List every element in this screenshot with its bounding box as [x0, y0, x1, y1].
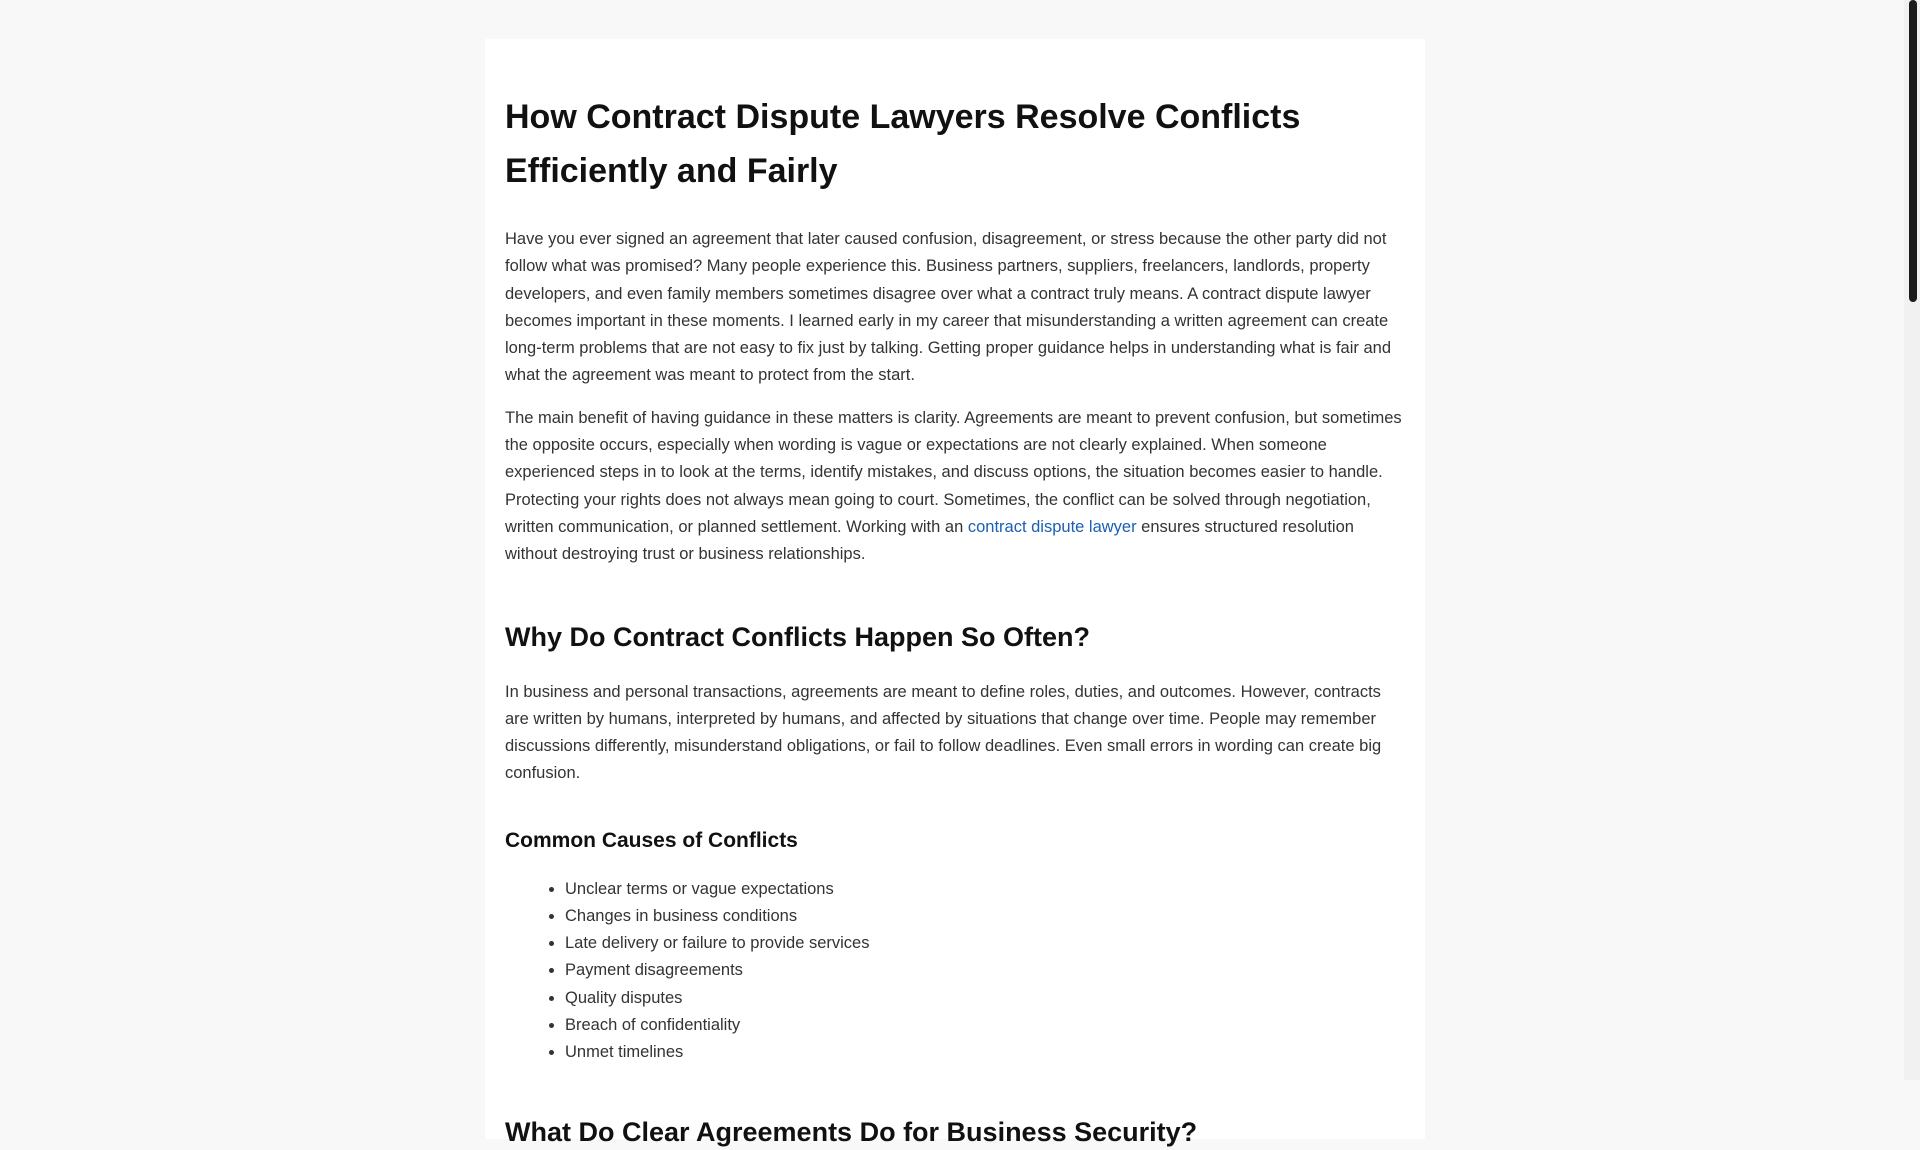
list-item: • Unclear terms or vague expectations: [565, 876, 1405, 903]
article-title: How Contract Dispute Lawyers Resolve Conflicts Efficiently and Fairly: [505, 98, 1301, 190]
page-scrollbar[interactable]: [1904, 0, 1920, 1080]
list-item: • Changes in business conditions: [565, 903, 1405, 930]
list-item: • Quality disputes: [565, 985, 1405, 1012]
list-item: • Payment disagreements: [565, 957, 1405, 984]
benefit-paragraph-text-before: The main benefit of having guidance in these matters is clarity. Agreements are meant to prevent confusion, but sometimes the opposite occurs, especially when wording is vague or expectations are not clearly explained. When someone experienced steps in to look at the terms, identify mistakes, and discuss options, the situation becomes easier to handle. Protecting your rights does not always mean going to court. Sometimes, the conflict can be solved through negotiation, written communication, or planned settlement. Working with an: [505, 408, 1402, 536]
list-item: • Breach of confidentiality: [565, 1012, 1405, 1039]
section-heading-clear-agreements: What Do Clear Agreements Do for Business Security?: [505, 1117, 1198, 1148]
benefit-paragraph: [505, 405, 1405, 569]
list-item: • Late delivery or failure to provide services: [565, 930, 1405, 957]
scrollbar-thumb[interactable]: [1909, 0, 1917, 302]
causes-list: [505, 876, 1405, 1066]
why-paragraph: In business and personal transactions, agreements are meant to define roles, duties, and outcomes. However, contracts are written by humans, interpreted by humans, and affected by situations that change over time. People may remember discussions differently, misunderstand obligations, or fail to follow deadlines. Even small errors in wording can create big confusion.: [505, 682, 1382, 783]
section-heading-causes: Common Causes of Conflicts: [505, 828, 798, 852]
benefit-paragraph-text-after: ensures structured resolution without destroying trust or business relationships.: [505, 517, 1354, 564]
article-card: [485, 39, 1425, 1148]
section-heading-why: Why Do Contract Conflicts Happen So Often?: [505, 621, 1090, 652]
list-item: • Unmet timelines: [565, 1039, 1405, 1066]
intro-paragraph: Have you ever signed an agreement that later caused confusion, disagreement, or stress because the other party did not follow what was promised? Many people experience this. Business partners, suppliers, freelancers, landlords, property developers, and even family members sometimes disagree over what a contract truly means. A contract dispute lawyer becomes important in these moments. I learned early in my career that misunderstanding a written agreement can create long-term problems that are not easy to fix just by talking. Getting proper guidance helps in understanding what is fair and what the agreement was meant to protect from the start.: [505, 230, 1391, 385]
contract-dispute-lawyer-link[interactable]: contract dispute lawyer: [967, 517, 1137, 536]
